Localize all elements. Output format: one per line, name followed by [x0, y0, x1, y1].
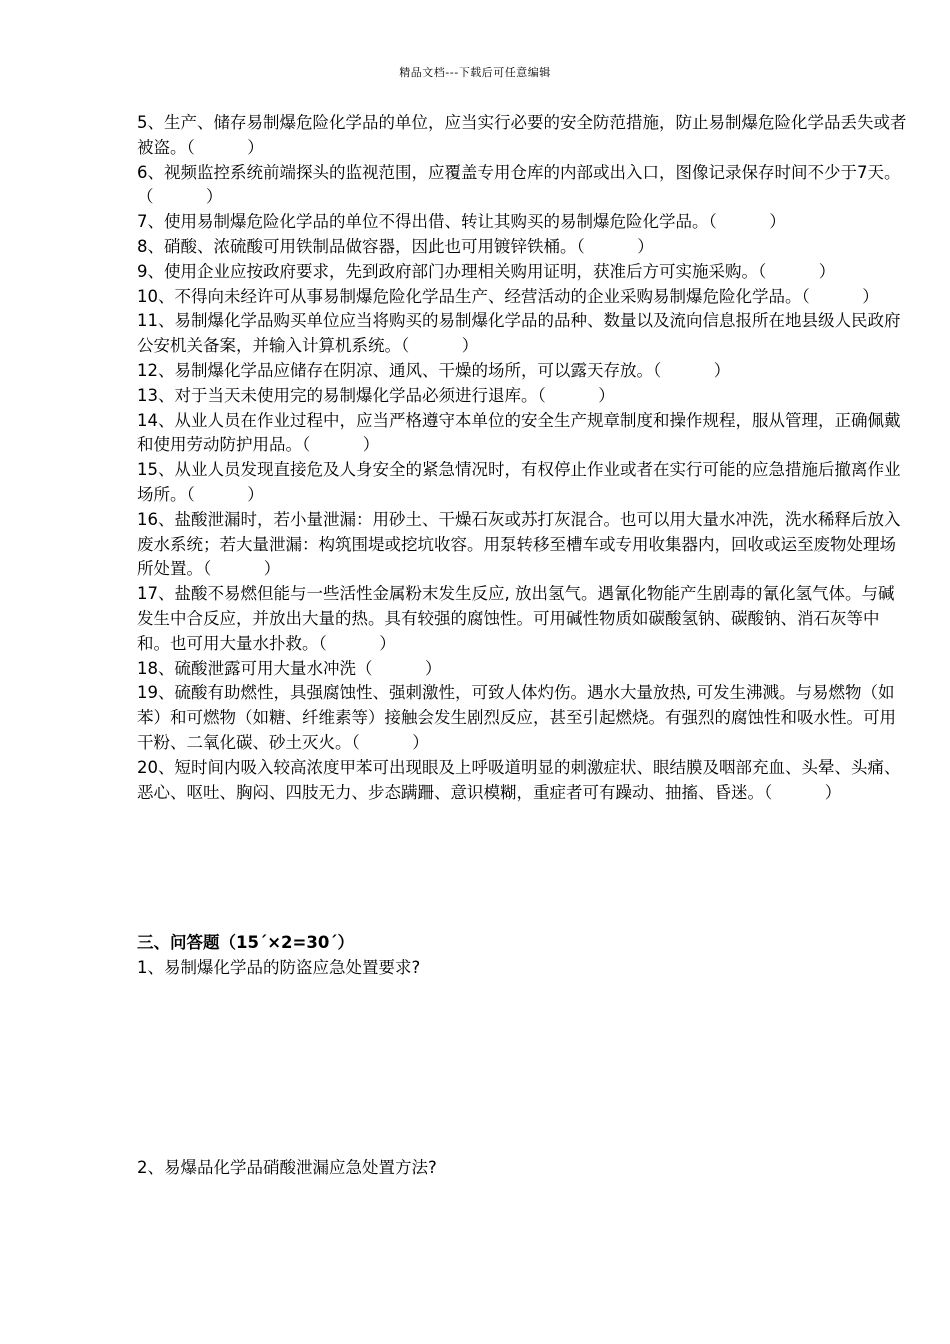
- question-item-16: 16、盐酸泄漏时，若小量泄漏：用砂土、干燥石灰或苏打灰混合。也可以用大量水冲洗，洗水稀释后放入废水系统；若大量泄漏：构筑围堤或挖坑收容。用泵转移至槽车或专用收集器内，回收或运至废物处理场所处置。（ ）: [137, 509, 901, 579]
- question-item-12: 12、易制爆化学品应储存在阴凉、通风、干燥的场所，可以露天存放。（ ）: [137, 360, 731, 380]
- question-item-18: 18、硫酸泄露可用大量水冲洗（ ）: [137, 658, 442, 678]
- qa-question-2: 2、易爆品化学品硝酸泄漏应急处置方法?: [137, 1158, 437, 1177]
- question-item-20: 20、短时间内吸入较高浓度甲苯可出现眼及上呼吸道明显的刺激症状、眼结膜及咽部充血、头晕、头痛、恶心、呕吐、胸闷、四肢无力、步态蹒跚、意识模糊，重症者可有躁动、抽搐、昏迷。（ ）: [137, 757, 901, 802]
- question-item-15: 15、从业人员发现直接危及人身安全的紧急情况时，有权停止作业或者在实行可能的应急措施后撤离作业场所。（ ）: [137, 460, 901, 504]
- question-item-11: 11、易制爆化学品购买单位应当将购买的易制爆化学品的品种、数量以及流向信息报所在地县级人民政府公安机关备案，并输入计算机系统。（ ）: [137, 311, 901, 356]
- question-item-14: 14、从业人员在作业过程中，应当严格遵守本单位的安全生产规章制度和操作规程，服从管理，正确佩戴和使用劳动防护用品。（ ）: [137, 410, 901, 455]
- question-item-6: 6、视频监控系统前端探头的监视范围，应覆盖专用仓库的内部或出入口，图像记录保存时间不少于7天。（ ）: [137, 162, 901, 207]
- question-item-10: 10、不得向未经许可从事易制爆危险化学品生产、经营活动的企业采购易制爆危险化学品。（ ）: [137, 286, 879, 306]
- question-item-19: 19、硫酸有助燃性，具强腐蚀性、强刺激性，可致人体灼伤。遇水大量放热, 可发生沸溅。与易燃物（如苯）和可燃物（如糖、纤维素等）接触会发生剧烈反应，甚至引起燃烧。有强烈的腐蚀性和吸水性。可用干粉、二氧化碳、砂土灭火。（ ）: [137, 683, 896, 752]
- page-header: 精品文档---下载后可任意编辑: [399, 66, 551, 79]
- question-item-9: 9、使用企业应按政府要求，先到政府部门办理相关购用证明，获准后方可实施采购。（ ）: [137, 261, 836, 281]
- question-item-8: 8、硝酸、浓硫酸可用铁制品做容器，因此也可用镀锌铁桶。（ ）: [137, 236, 654, 256]
- question-item-13: 13、对于当天未使用完的易制爆化学品必须进行退库。（ ）: [137, 385, 615, 405]
- question-item-7: 7、使用易制爆危险化学品的单位不得出借、转让其购买的易制爆危险化学品。（ ）: [137, 212, 786, 232]
- true-false-items: [137, 111, 907, 805]
- section-title-qa: 三、问答题（15´×2=30´）: [137, 933, 355, 952]
- question-item-5: 5、生产、储存易制爆危险化学品的单位，应当实行必要的安全防范措施，防止易制爆危险化学品丢失或者被盗。（ ）: [137, 113, 907, 157]
- question-item-17: 17、盐酸不易燃但能与一些活性金属粉末发生反应, 放出氢气。遇氰化物能产生剧毒的氰化氢气体。与碱发生中合反应，并放出大量的热。具有较强的腐蚀性。可用碱性物质如碳酸氢钠、碳酸钠、消石灰等中和。也可用大量水扑救。（ ）: [137, 584, 895, 653]
- qa-question-1: 1、易制爆化学品的防盗应急处置要求?: [137, 958, 421, 977]
